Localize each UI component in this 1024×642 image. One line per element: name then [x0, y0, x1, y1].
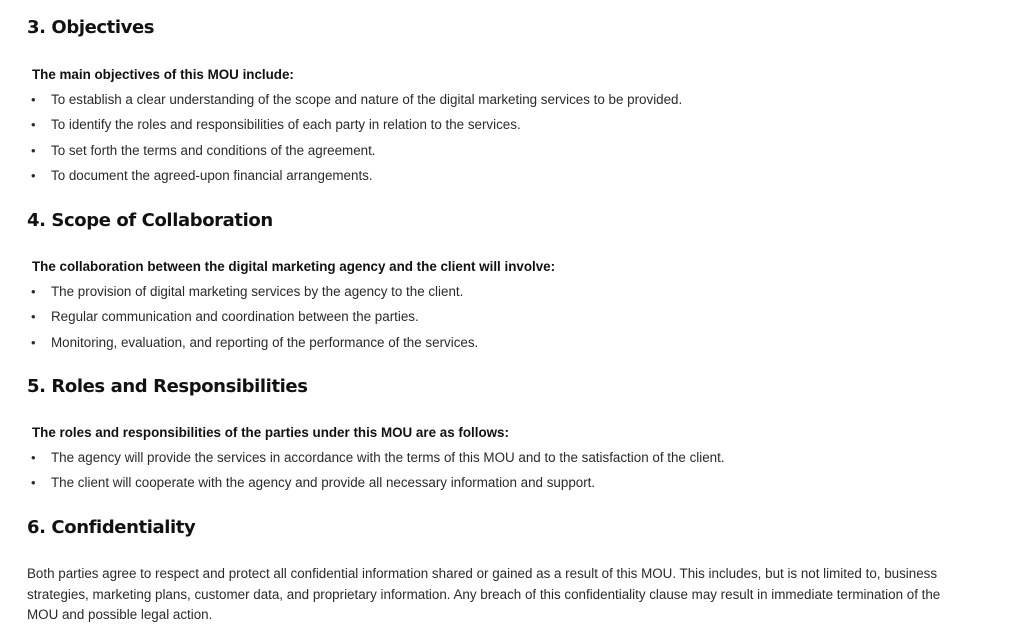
bullet-icon: •	[31, 117, 36, 133]
section-heading-objectives: 3. Objectives	[27, 17, 155, 38]
confidentiality-paragraph: Both parties agree to respect and protect all confidential information shared or gained as a result of this MOU. This includes, but is not limited to, business strategies, marketing plans, customer data, and proprietary information. Any breach of this confidentiality clause may result in immediate termination of the MOU and possible legal action.	[27, 566, 941, 622]
list-item-text: Monitoring, evaluation, and reporting of the performance of the services.	[51, 334, 479, 350]
list-item	[27, 87, 682, 112]
list-item-text: To identify the roles and responsibilities of each party in relation to the services.	[51, 117, 521, 133]
list-item	[27, 445, 725, 470]
section-heading-scope: 4. Scope of Collaboration	[27, 210, 273, 231]
bullet-icon: •	[31, 450, 36, 465]
scope-list	[27, 279, 478, 355]
bullet-icon: •	[31, 334, 36, 350]
bullet-icon: •	[31, 309, 36, 325]
list-item	[27, 279, 478, 304]
list-item	[27, 330, 478, 355]
section-intro-roles: The roles and responsibilities of the parties under this MOU are as follows:	[32, 425, 509, 440]
list-item-text: The provision of digital marketing services by the agency to the client.	[51, 284, 464, 299]
section-heading-confidentiality: 6. Confidentiality	[27, 517, 196, 538]
list-item-text: To establish a clear understanding of the scope and nature of the digital marketing services to be provided.	[51, 92, 683, 107]
section-intro-objectives: The main objectives of this MOU include:	[32, 67, 294, 82]
bullet-icon: •	[31, 142, 36, 158]
section-intro-scope: The collaboration between the digital marketing agency and the client will involve:	[32, 259, 556, 274]
section-heading-roles: 5. Roles and Responsibilities	[27, 376, 308, 397]
bullet-icon: •	[31, 167, 36, 183]
list-item	[27, 304, 478, 329]
list-item-text: Regular communication and coordination between the parties.	[51, 309, 419, 325]
list-item-text: The client will cooperate with the agency and provide all necessary information and support.	[51, 475, 596, 491]
list-item	[27, 470, 725, 495]
list-item	[27, 138, 682, 163]
list-item-text: The agency will provide the services in accordance with the terms of this MOU and to the satisfaction of the client.	[51, 450, 725, 465]
list-item-text: To set forth the terms and conditions of the agreement.	[51, 142, 376, 158]
roles-list	[27, 445, 725, 496]
bullet-icon: •	[31, 92, 36, 107]
bullet-icon: •	[31, 284, 36, 299]
bullet-icon: •	[31, 475, 36, 491]
list-item-text: To document the agreed-upon financial arrangements.	[51, 167, 373, 183]
list-item	[27, 112, 682, 137]
objectives-list	[27, 87, 682, 188]
list-item	[27, 163, 682, 188]
